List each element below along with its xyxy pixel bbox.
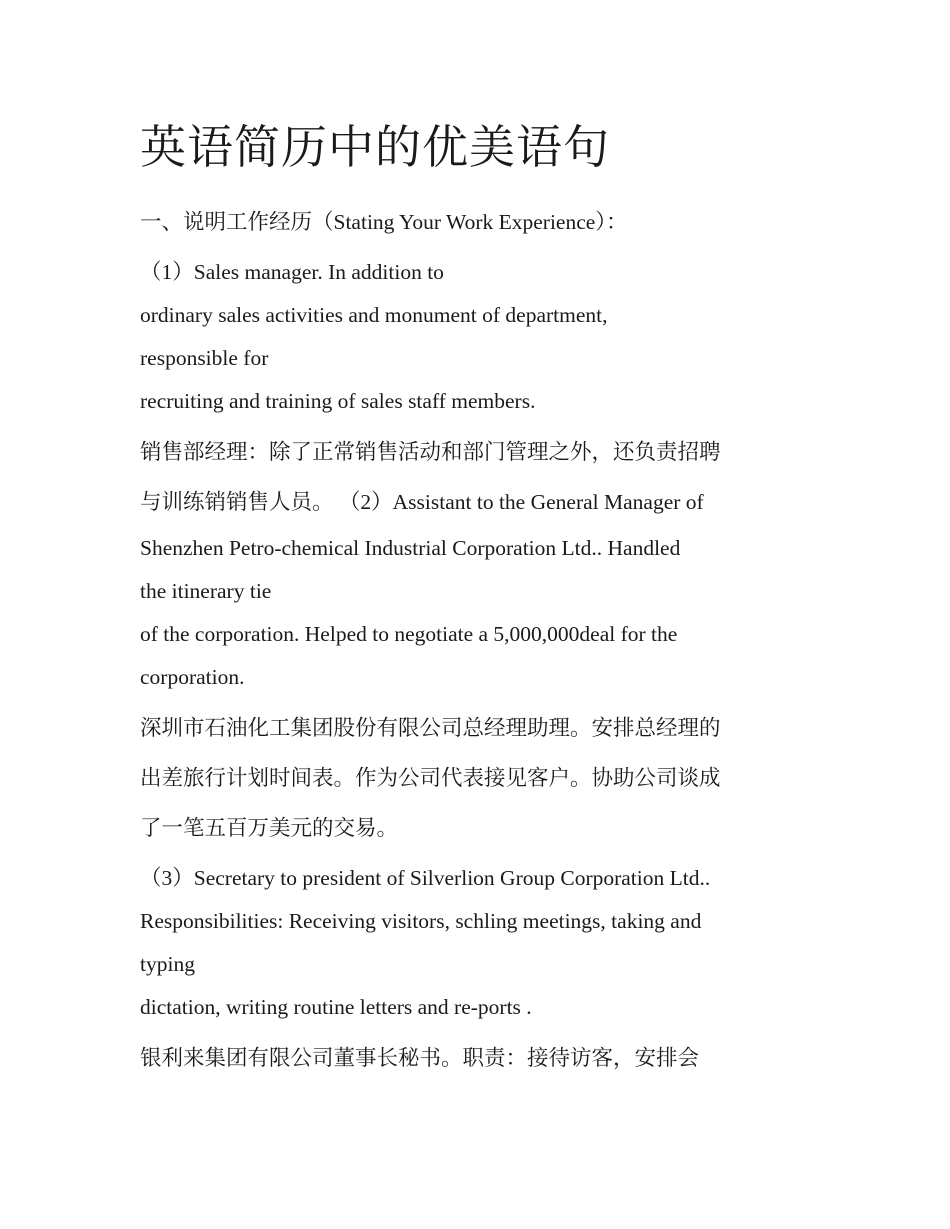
text-line: responsible for	[140, 346, 269, 370]
text-line: 银利来集团有限公司董事长秘书。职责：接待访客，安排会	[140, 1046, 700, 1070]
text-line: of the corporation. Helped to negotiate a 5,000,000deal for the	[140, 622, 678, 646]
item3-english-paragraph	[140, 857, 830, 1029]
item1-english-paragraph	[140, 251, 830, 423]
text-line: 出差旅行计划时间表。作为公司代表接见客户。协助公司谈成	[140, 766, 721, 790]
text-line: the itinerary tie	[140, 579, 272, 603]
text-line: dictation, writing routine letters and re-ports .	[140, 995, 532, 1019]
document-title: 英语简历中的优美语句	[140, 120, 610, 174]
item2-english-paragraph	[140, 527, 830, 699]
text-line: 与训练销销售人员。 （2）Assistant to the General Manager of	[140, 490, 704, 514]
item3-chinese-paragraph	[140, 1033, 830, 1083]
text-line: Responsibilities: Receiving visitors, schling meetings, taking and	[140, 909, 702, 933]
text-line: （1）Sales manager. In addition to	[140, 260, 444, 284]
item2-chinese-paragraph	[140, 703, 830, 853]
text-line: ordinary sales activities and monument of department,	[140, 303, 608, 327]
text-line: Shenzhen Petro-chemical Industrial Corporation Ltd.. Handled	[140, 536, 681, 560]
text-line: 销售部经理：除了正常销售活动和部门管理之外，还负责招聘	[140, 440, 721, 464]
section-heading: 一、说明工作经历（Stating Your Work Experience）：	[140, 210, 628, 234]
text-line: typing	[140, 952, 195, 976]
text-line: corporation.	[140, 665, 245, 689]
text-line: recruiting and training of sales staff members.	[140, 389, 536, 413]
text-line: 了一笔五百万美元的交易。	[140, 816, 399, 840]
item1-chinese-paragraph	[140, 427, 830, 527]
text-line: 深圳市石油化工集团股份有限公司总经理助理。安排总经理的	[140, 716, 721, 740]
document-body	[140, 200, 830, 1083]
text-line: （3）Secretary to president of Silverlion Group Corporation Ltd..	[140, 866, 711, 890]
